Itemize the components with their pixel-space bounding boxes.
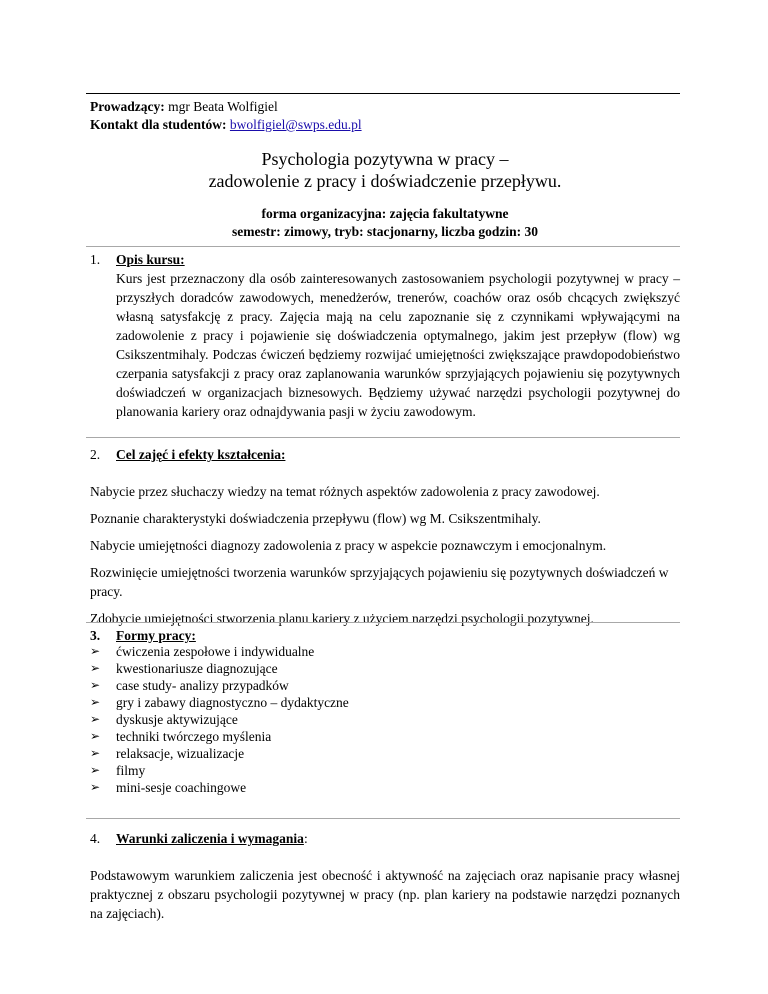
goal-item: Zdobycie umiejętności stworzenia planu kariery z użyciem narzędzi psychologii pozytywnej. [90,611,594,626]
list-item [90,745,680,762]
requirements-heading-colon: : [304,831,308,846]
list-item [90,779,680,796]
section-divider [86,818,680,819]
section-number: 4. [90,831,101,846]
form-item-label: gry i zabawy diagnostyczno – dydaktyczne [116,695,349,710]
requirements-heading-text: Warunki zaliczenia i wymagania [116,831,304,846]
arrow-right-icon: ➢ [90,780,101,794]
form-item-label: techniki twórczego myślenia [116,729,272,744]
section-heading-requirements [116,830,304,848]
section-number: 2. [90,447,101,462]
list-item [90,728,680,745]
course-meta [90,205,680,241]
course-meta-line-2: semestr: zimowy, tryb: stacjonarny, liczba godzin: 30 [232,224,538,239]
form-item-label: mini-sesje coachingowe [116,780,247,795]
section-number: 3. [90,628,101,643]
contact-email-link[interactable]: bwolfigiel@swps.edu.pl [229,117,362,132]
list-item [90,762,680,779]
course-title-line-1: Psychologia pozytywna w pracy – [261,149,509,169]
course-description: Kurs jest przeznaczony dla osób zainteresowanych zastosowaniem psychologii pozytywnej w pracy – przyszłych doradców zawodowych, menedżerów, trenerów, coachów oraz osób chcących zwiększyć własną satysfakcję z pracy. Zajęcia mają na celu zapoznanie się z czynnikami wpływającymi na zadowolenie z pracy i pojawienie się doświadczenia optymalnego, jakim jest przepływ (flow) wg Csikszentmihaly. Podczas ćwiczeń będziemy rozwijać umiejętności zwiększające prawdopodobieństwo czerpania satysfakcji z pracy oraz zaplanowania warunków sprzyjających pojawieniu się pozytywnych doświadczeń w organizacjach biznesowych. Będziemy używać narzędzi psychologii pozytywnej do planowania kariery oraz odnajdywania pasji w życiu zawodowym. [116,271,680,419]
form-item-label: filmy [116,763,146,778]
contact-line [90,116,690,134]
list-item [90,677,680,694]
arrow-right-icon: ➢ [90,729,101,743]
arrow-right-icon: ➢ [90,644,101,658]
goal-item: Poznanie charakterystyki doświadczenia przepływu (flow) wg M. Csikszentmihaly. [90,511,541,526]
goal-item: Nabycie umiejętności diagnozy zadowolenia z pracy w aspekcie poznawczym i emocjonalnym. [90,538,607,553]
section-divider [86,622,680,623]
arrow-right-icon: ➢ [90,763,101,777]
list-item [90,660,680,677]
form-item-label: case study- analizy przypadków [116,678,289,693]
lecturer-block [90,98,690,134]
section-heading-forms: Formy pracy: [116,628,196,643]
course-title [90,148,680,192]
arrow-right-icon: ➢ [90,678,101,692]
form-item-label: dyskusje aktywizujące [116,712,238,727]
forms-list [90,643,680,796]
lecturer-line [90,98,690,116]
arrow-right-icon: ➢ [90,746,101,760]
form-item-label: relaksacje, wizualizacje [116,746,245,761]
requirements-text: Podstawowym warunkiem zaliczenia jest obecność i aktywność na zajęciach oraz napisanie pracy własnej praktycznej z obszaru psychologii pozytywnej w pracy (np. plan kariery na podstawie narzędzi poznanych na zajęciach). [90,868,680,921]
section-number: 1. [90,252,101,267]
list-item [90,643,680,660]
lecturer-label: Prowadzący: [90,99,165,114]
form-item-label: kwestionariusze diagnozujące [116,661,278,676]
section-heading-course: Opis kursu: [116,252,185,267]
contact-label: Kontakt dla studentów: [90,117,227,132]
course-meta-line-1: forma organizacyjna: zajęcia fakultatywne [261,206,509,221]
section-divider [86,437,680,438]
arrow-right-icon: ➢ [90,661,101,675]
section-divider [86,246,680,247]
goal-item: Nabycie przez słuchaczy wiedzy na temat różnych aspektów zadowolenia z pracy zawodowej. [90,484,600,499]
arrow-right-icon: ➢ [90,712,101,726]
goals-list [90,482,680,636]
top-divider [86,93,680,94]
form-item-label: ćwiczenia zespołowe i indywidualne [116,644,315,659]
course-title-line-2: zadowolenie z pracy i doświadczenie przepływu. [208,171,562,191]
arrow-right-icon: ➢ [90,695,101,709]
list-item [90,711,680,728]
goal-item: Rozwinięcie umiejętności tworzenia warunków sprzyjających pojawieniu się pozytywnych doświadczeń w pracy. [90,565,669,599]
lecturer-name: mgr Beata Wolfigiel [164,99,278,114]
list-item [90,694,680,711]
section-heading-goals: Cel zajęć i efekty kształcenia: [116,447,286,462]
